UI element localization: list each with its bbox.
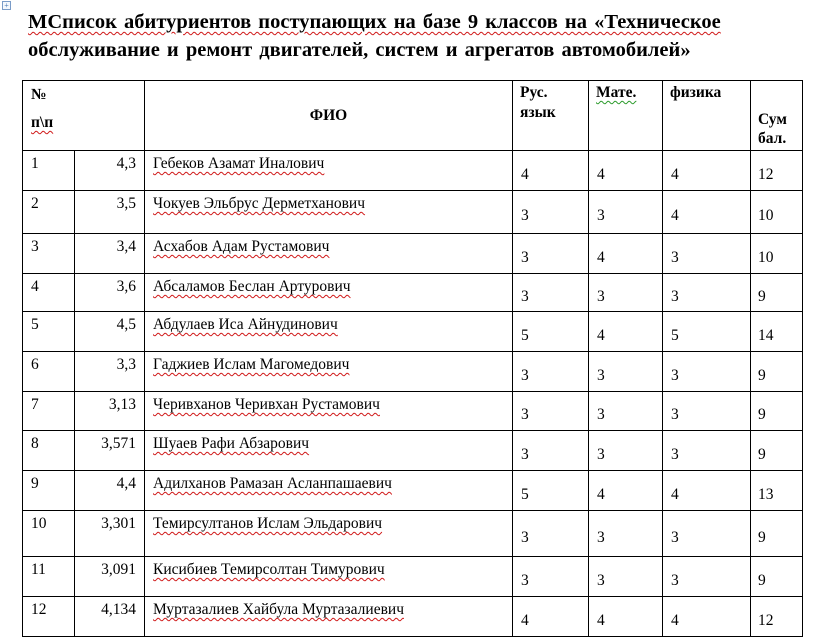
row-russian-grade: 3	[513, 274, 589, 312]
row-physics-grade: 4	[663, 471, 751, 511]
row-math-grade: 4	[589, 151, 663, 191]
header-russian-line2: язык	[520, 104, 556, 121]
header-number-bottom: п\п	[31, 114, 54, 131]
row-number: 12	[23, 597, 75, 637]
row-physics-grade: 3	[663, 392, 751, 431]
row-fio-text: Гаджиев Ислам Магомедович	[153, 356, 350, 373]
row-number: 6	[23, 352, 75, 392]
row-number: 2	[23, 191, 75, 234]
applicants-table	[22, 80, 803, 637]
table-row	[23, 597, 803, 637]
header-fio: ФИО	[145, 81, 513, 151]
row-sum: 14	[751, 312, 803, 352]
table-row	[23, 392, 803, 431]
table-header-row	[23, 81, 803, 151]
header-math	[589, 81, 663, 151]
row-physics-grade: 5	[663, 312, 751, 352]
row-number: 1	[23, 151, 75, 191]
row-physics-grade: 4	[663, 191, 751, 234]
table-row	[23, 431, 803, 471]
row-math-grade: 3	[589, 274, 663, 312]
row-average-score: 4,134	[75, 597, 145, 637]
row-number: 9	[23, 471, 75, 511]
row-russian-grade: 3	[513, 431, 589, 471]
table-row	[23, 274, 803, 312]
row-sum: 10	[751, 234, 803, 274]
row-sum: 9	[751, 352, 803, 392]
header-sum-line2: бал.	[758, 130, 787, 147]
row-sum: 13	[751, 471, 803, 511]
header-physics: физика	[663, 81, 751, 151]
row-sum: 9	[751, 274, 803, 312]
row-average-score: 3,571	[75, 431, 145, 471]
row-math-grade: 3	[589, 392, 663, 431]
row-fio	[145, 597, 513, 637]
row-russian-grade: 3	[513, 191, 589, 234]
row-number: 10	[23, 511, 75, 557]
row-math-grade: 3	[589, 191, 663, 234]
row-math-grade: 3	[589, 557, 663, 597]
row-fio	[145, 274, 513, 312]
row-physics-grade: 3	[663, 557, 751, 597]
row-russian-grade: 4	[513, 597, 589, 637]
row-fio-text: Темирсултанов Ислам Эльдарович	[153, 515, 383, 532]
row-physics-grade: 3	[663, 431, 751, 471]
row-number: 4	[23, 274, 75, 312]
header-math-label: Мате.	[596, 84, 637, 101]
row-russian-grade: 3	[513, 392, 589, 431]
row-fio-text: Черивханов Черивхан Рустамович	[153, 396, 380, 413]
row-number: 8	[23, 431, 75, 471]
row-physics-grade: 4	[663, 597, 751, 637]
row-fio-text: Абсаламов Беслан Артурович	[153, 278, 351, 295]
row-average-score: 3,5	[75, 191, 145, 234]
row-sum: 12	[751, 597, 803, 637]
row-math-grade: 4	[589, 471, 663, 511]
row-sum: 9	[751, 431, 803, 471]
row-average-score: 4,4	[75, 471, 145, 511]
row-fio-text: Абдулаев Иса Айнудинович	[153, 316, 338, 333]
table-row	[23, 471, 803, 511]
row-fio	[145, 234, 513, 274]
row-average-score: 3,091	[75, 557, 145, 597]
row-fio-text: Гебеков Азамат Иналович	[153, 155, 325, 172]
title-line-1: МСписок абитуриентов поступающих на базе 9 классов на «Техническое	[28, 11, 721, 33]
row-physics-grade: 3	[663, 274, 751, 312]
row-math-grade: 3	[589, 352, 663, 392]
row-fio	[145, 431, 513, 471]
header-number	[23, 81, 145, 151]
header-russian-line1: Рус.	[520, 84, 548, 101]
row-average-score: 3,6	[75, 274, 145, 312]
row-sum: 9	[751, 392, 803, 431]
row-fio	[145, 392, 513, 431]
table-row	[23, 312, 803, 352]
row-number: 7	[23, 392, 75, 431]
document-title	[28, 8, 808, 64]
table-move-handle-icon[interactable]: +	[2, 1, 11, 10]
row-fio-text: Чокуев Эльбрус Дерметханович	[153, 195, 366, 212]
row-math-grade: 3	[589, 511, 663, 557]
table-row	[23, 557, 803, 597]
row-average-score: 3,13	[75, 392, 145, 431]
header-russian	[513, 81, 589, 151]
row-physics-grade: 3	[663, 511, 751, 557]
row-russian-grade: 4	[513, 151, 589, 191]
table-row	[23, 191, 803, 234]
row-average-score: 3,301	[75, 511, 145, 557]
row-average-score: 3,3	[75, 352, 145, 392]
row-russian-grade: 3	[513, 511, 589, 557]
header-sum	[751, 81, 803, 151]
row-fio-text: Муртазалиев Хайбула Муртазалиевич	[153, 601, 404, 618]
row-math-grade: 3	[589, 431, 663, 471]
row-physics-grade: 3	[663, 234, 751, 274]
row-number: 3	[23, 234, 75, 274]
header-sum-line1: Сум	[758, 111, 787, 128]
row-fio	[145, 352, 513, 392]
row-russian-grade: 3	[513, 352, 589, 392]
row-math-grade: 4	[589, 234, 663, 274]
row-russian-grade: 3	[513, 234, 589, 274]
row-fio-text: Шуаев Рафи Абзарович	[153, 435, 310, 452]
row-russian-grade: 3	[513, 557, 589, 597]
table-row	[23, 511, 803, 557]
title-line-2: обслуживание и ремонт двигателей, систем и агрегатов автомобилей»	[28, 39, 691, 61]
row-fio	[145, 511, 513, 557]
row-fio-text: Асхабов Адам Рустамович	[153, 238, 330, 255]
row-sum: 9	[751, 511, 803, 557]
header-number-top: №	[31, 86, 47, 103]
row-fio	[145, 312, 513, 352]
row-math-grade: 4	[589, 312, 663, 352]
row-number: 5	[23, 312, 75, 352]
row-physics-grade: 4	[663, 151, 751, 191]
row-fio	[145, 151, 513, 191]
row-fio	[145, 557, 513, 597]
table-row	[23, 234, 803, 274]
table-row	[23, 151, 803, 191]
row-fio-text: Кисибиев Темирсолтан Тимурович	[153, 561, 385, 578]
row-sum: 12	[751, 151, 803, 191]
row-sum: 10	[751, 191, 803, 234]
row-number: 11	[23, 557, 75, 597]
row-math-grade: 4	[589, 597, 663, 637]
row-average-score: 4,3	[75, 151, 145, 191]
row-fio-text: Адилханов Рамазан Асланпашаевич	[153, 475, 392, 492]
row-physics-grade: 3	[663, 352, 751, 392]
row-average-score: 4,5	[75, 312, 145, 352]
row-russian-grade: 5	[513, 312, 589, 352]
row-fio	[145, 191, 513, 234]
row-average-score: 3,4	[75, 234, 145, 274]
row-russian-grade: 5	[513, 471, 589, 511]
table-row	[23, 352, 803, 392]
row-sum: 9	[751, 557, 803, 597]
row-fio	[145, 471, 513, 511]
